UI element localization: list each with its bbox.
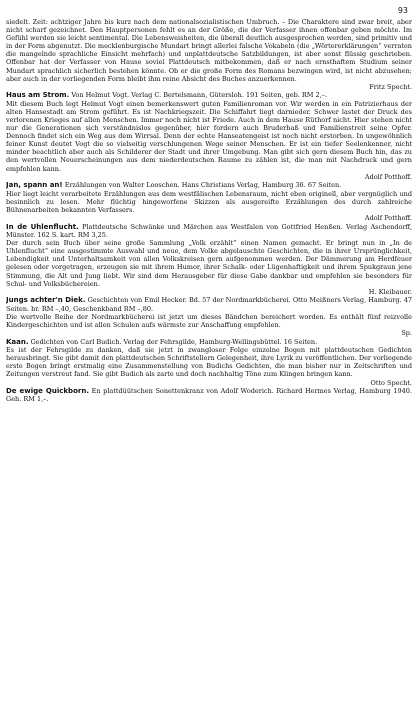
book-details: Von Helmut Vogt. Verlag C. Bertelsmann, Gütersloh. 191 Seiten, geb. RM 2,–. [71,91,328,100]
reviewer-signature: H. Kleibauer. [368,288,412,297]
reviewer-signature: Adolf Potthoff. [364,214,412,223]
reviewer-signature: Adolf Potthoff. [364,172,412,181]
review-entry-heading [6,338,412,346]
review-paragraph: Hier liegt leicht verarbeitete Erzählungen aus dem westfälischen Lebensraum, nicht eben originell, aber vergnüglich und besinnlich zu lesen. Mehr flüchtig hingeworfene Skizzen als ausgereifte Erzählungen des durch zahlreiche Bühnenarbeiten bekannten Verfassers. [6,189,412,214]
review-paragraph: Mit diesem Buch legt Helmut Vogt einen bemerkenswert guten Familienroman vor. Wir werden in ein Patrizierhaus der alten Hansestadt am Strom geführt. Es ist Nachkriegszeit. Die Schiffahrt liegt darnieder. Schwer lastet der Druck des verlorenen Krieges auf allen Menschen. Immer noch nicht ist Friede. Auch in dem Hause Rüthorf nicht. Hier stehen nicht nur die Generationen sich verständnislos gegenüber, hier fordern auch Bruderhaß und Familienstreit seine Opfer. Dennoch findet sich ein Weg aus dem Wirrsal. Denn der echte Hanseatengeist ist noch nicht erstorben. In ungewöhnlich feiner Kunst deutet Vogt die so vielseitig verschlungenen Wege seiner Menschen. Er ist ein tiefer Seelenkenner, nicht minder beachtlich aber auch als Schilderer der Stadt und ihrer Umgebung. Man gibt sich gern diesem Buch hin, das zu den wertvollen Neuerscheinungen aus dem niederdeutschen Raume zu zählen ist, die man mit Nachdruck und gern empfehlen kann. [6,99,412,173]
book-title: Jungs achter'n Diek. [6,296,86,305]
book-title: De ewige Quickborn. [6,387,89,396]
book-title: Jan, spann an! [6,181,63,190]
review-column [6,18,412,404]
review-entry-heading [6,181,412,189]
review-entry-heading [6,91,412,99]
book-title: In de Uhlenflucht. [6,222,79,231]
review-paragraph: Es ist der Fehrsgilde zu danken, daß sie jetzt in zwangloser Folge einzelne Bogen mit plattdeutschen Gedichten herausbringt. Sie gibt damit den plattdeutschen Schriftstellern Gelegenheit, ihre Lyrik zu veröffentlichen. Der vorliegende erste Bogen bringt erstmalig eine Zusammenstellung von Budichs Gedichten, die man bisher nur in Zeitschriften und Zeitungen verstreut fand. Sie gibt Budich als zarte und doch nachhaltig Töne zum Klingen bringen kann. [6,346,412,379]
review-entry-heading [6,296,412,312]
book-details: Erzählungen von Walter Looschen. Hans Christians Verlag, Hamburg 36. 67 Seiten. [64,181,342,190]
review-paragraph: Die wertvolle Reihe der Nordmarkbücherei ist jetzt um dieses Bändchen bereichert worden. Es enthält fünf reizvolle Kindergeschichten und ist allen Schulen aufs wärmste zur Anschaffung empfohlen. [6,312,412,330]
page-number: 93 [397,6,408,15]
reviewer-signature: Otto Specht. [370,378,412,387]
review-entry-heading [6,387,412,403]
review-paragraph: Der durch sein Buch über seine große Sammlung „Volk erzählt“ einen Namen gemacht. Er bringt nun in „In de Uhlenflucht“ eine ausgestimmte Auswahl und neue, dem Volke abgelauschte Geschichten, die in ihrer Ursprünglichkeit, Lebendigkeit und Unterhaltsamkeit von allen Volkskreisen gern aufgenommen werden. Der Dämmerung am Herdfeuer gelesen oder vorgetragen, erzeugen sie mit ihrem Humor, ihrer Schalk- oder Lügenhaftigkeit und ihrem Spukgraun jene Stimmung, die Alt und Jung liebt. Wir sind dem Herausgeber für diese Gabe dankbar und empfehlen sie besonders für Schul- und Volksbüchereien. [6,239,412,288]
review-entry-heading [6,223,412,239]
book-details: Gedichten von Carl Budich. Verlag der Fehrsgilde, Hamburg-Wellingsbüttel. 16 Seiten. [30,337,318,346]
book-details: En plattdüütschen Sonettenkranz von Adolf Woderich. Richard Hermes Verlag, Hamburg 1940. Geh. RM 1,–. [6,387,412,404]
review-paragraph: siedelt. Zeit: achtziger Jahre bis kurz nach dem nationalsozialistischen Umbruch. – Die Charaktere sind zwar breit, aber nicht scharf gezeichnet. Den Hauptpersonen fehlt es an der Größe, die der Verfasser ihnen offenbar geben möchte. Im Gefühl werden sie leicht sentimental. Die Lebensweisheiten, die überall deutlich ausgesprochen werden, sind primitiv und in der Form abgenutzt. Die mecklenburgische Mundart bringt allerlei falsche Vokabeln (die „Wörtererklärungen“ verraten die mangelnde sprachliche Einsicht mehrfach) und unplattdeutsche Satzbildungen, ist aber sonst flüssig geschrieben. Offenbar hat der Verfasser von Hause soviel Plattdeutsch mitbekommen, daß er nach ernsthaftem Studium seiner Mundart sprachlich sicherlich bestehen könnte. Ob er die große Form des Romans bezwingen wird, ist nicht abzusehen; aber auch in der vorliegenden Form bleibt ihm reine Absicht des Buches anzuerkennen. [6,18,412,83]
document-page [6,6,412,708]
book-details: Plattdeutsche Schwänke und Märchen aus Westfalen von Gottfried Henßen. Verlag Aschendorff, Münster. 162 S. kart. RM 3,25. [6,222,412,239]
reviewer-signature: Fritz Specht. [369,83,412,92]
reviewer-signature: Sp. [401,329,412,338]
book-title: Haus am Strom. [6,91,70,100]
book-details: Geschichten von Emil Hecker. Bd. 57 der Nordmarkbücherei. Otto Meißners Verlag, Hamburg. 47 Seiten. br. RM –,40, Geschenkband RM –,80. [6,296,412,313]
book-title: Kaan. [6,337,29,346]
